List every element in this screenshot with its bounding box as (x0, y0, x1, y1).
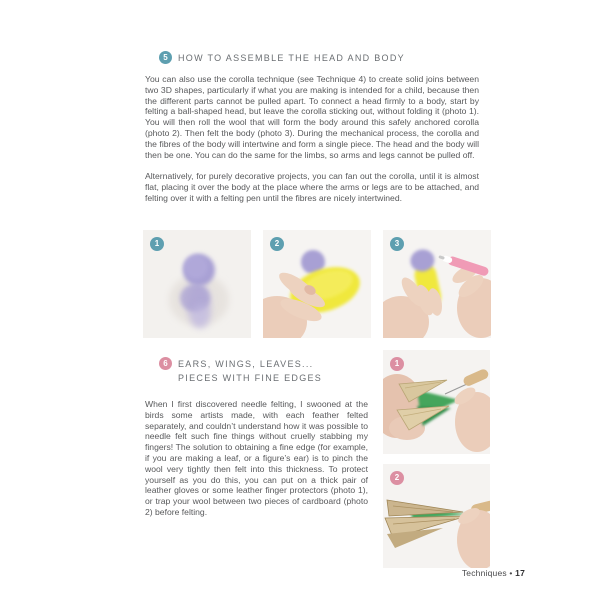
photo-head-with-corolla (143, 230, 251, 338)
photo-finger-protectors (383, 350, 490, 454)
photo-rolling-body-wool (263, 230, 371, 338)
section-fine-edges-heading (159, 357, 322, 385)
footer-page-number: 17 (515, 568, 525, 578)
photo-felting-body-with-pen (383, 230, 491, 338)
photo-number-badge: 2 (390, 471, 404, 485)
section-assemble-body (145, 74, 479, 215)
technique-number-badge: 5 (159, 51, 172, 64)
page-footer (462, 568, 525, 578)
photo-number-badge: 3 (390, 237, 404, 251)
technique-number-badge: 6 (159, 357, 172, 370)
paragraph: When I first discovered needle felting, I swooned at the birds some artists made, with each feather felted separately, and couldn’t understand how it was possible to needle felt such fine things without cruelly stabbing my fingers! The solution to obtaining a fine edge (for example, if you are making a leaf, or a figure’s ear) is to pinch the wool very tightly then felt into this thickness. To protect yourself as you do this, you can put on a thick pair of leather gloves or some leather finger protectors (photo 1), or trap your wool between two pieces of cardboard (photo 2) before felting. (145, 399, 368, 517)
section-title-line2: PIECES WITH FINE EDGES (178, 373, 323, 383)
section-title-line1: EARS, WINGS, LEAVES... (178, 359, 314, 369)
photo-wool-between-cardboard (383, 464, 490, 568)
photo-number-badge: 1 (390, 357, 404, 371)
section-assemble-heading (159, 51, 405, 65)
section-title: HOW TO ASSEMBLE THE HEAD AND BODY (178, 53, 405, 63)
footer-section-label: Techniques • (461, 568, 516, 578)
paragraph: You can also use the corolla technique (see Technique 4) to create solid joins between two 3D shapes, particularly if what you are making is intended for a child, because then the different parts cannot be pulled apart. To connect a head firmly to a body, start by felting a ball-shaped head, but leave the corolla sticking out, without folding it (photo 1). You will then roll the wool that will form the body around this safely anchored corolla (photo 2). Then felt the body (photo 3). During the mechanical process, the corolla and the fibres of the body will intertwine and form a single piece. The head and the body will then be one. You can do the same for the limbs, so arms and legs cannot be pulled off. (145, 74, 479, 160)
section-fine-edges-body (145, 399, 368, 529)
photo-number-badge: 2 (270, 237, 284, 251)
section-title (178, 357, 322, 385)
paragraph: Alternatively, for purely decorative projects, you can fan out the corolla, until it is almost flat, placing it over the body at the place where the arms or legs are to be attached, and felting over it with a felting pen until the fibres are nicely intertwined. (145, 171, 479, 203)
photo-number-badge: 1 (150, 237, 164, 251)
